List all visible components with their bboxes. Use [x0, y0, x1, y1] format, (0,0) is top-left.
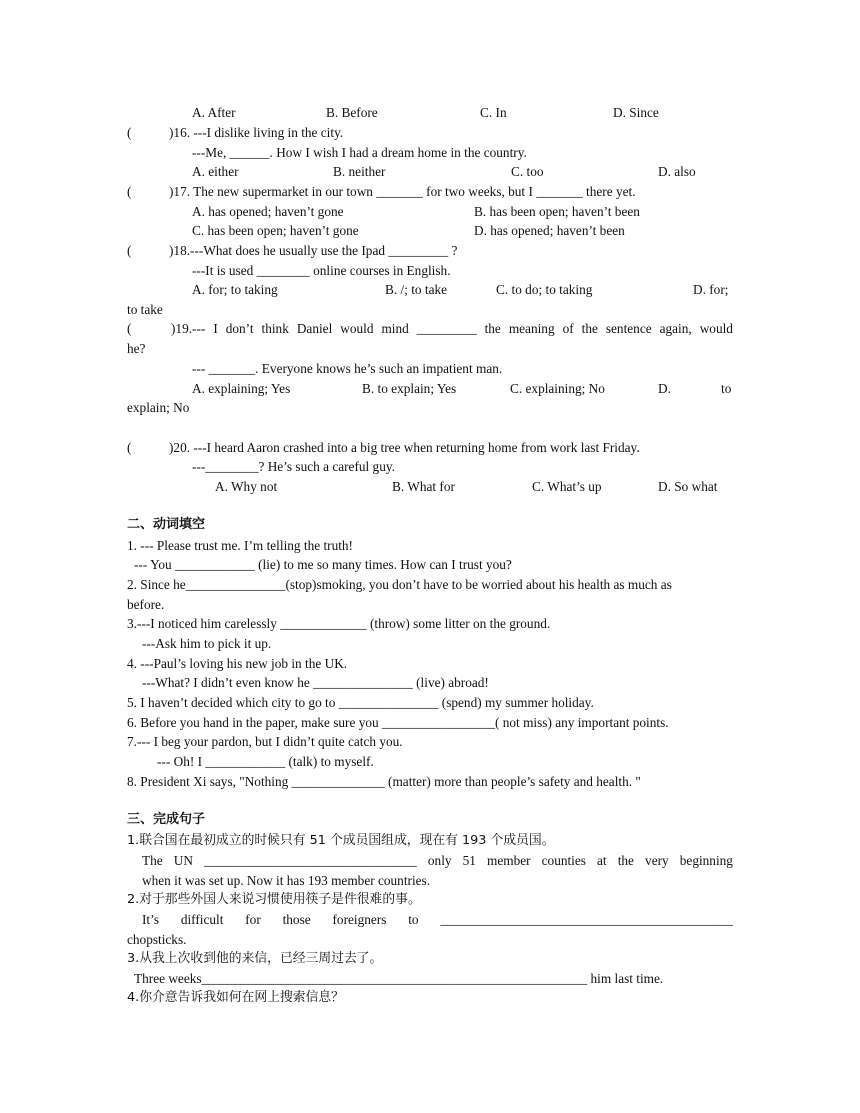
- q19-word: think: [261, 321, 289, 336]
- q16-option-b: B. neither: [333, 164, 386, 179]
- q17-paren: (: [127, 184, 132, 199]
- s2-line: --- You ____________ (lie) to me so many times. How can I trust you?: [134, 557, 512, 572]
- s2-line: 2. Since he_______________(stop)smoking, you don’t have to be worried about his health as much as: [127, 577, 672, 592]
- q17-option-a: A. has opened; haven’t gone: [192, 204, 344, 219]
- q15-option-c: C. In: [480, 105, 507, 120]
- s3-q3-line: Three weeks__________________________________________________________ him last time.: [134, 971, 664, 986]
- q17-option-b: B. has been open; haven’t been: [474, 204, 640, 219]
- q18-line2: ---It is used ________ online courses in English.: [192, 263, 451, 278]
- q19-stem: [171, 320, 733, 337]
- s2-line: before.: [127, 597, 165, 612]
- s2-line: 5. I haven’t decided which city to go to _______________ (spend) my summer holiday.: [127, 695, 594, 710]
- s3-q1-word: UN: [173, 853, 193, 868]
- s2-line: 4. ---Paul’s loving his new job in the UK.: [127, 656, 348, 671]
- q19-word: the: [484, 321, 501, 336]
- q19-wrap2: explain; No: [127, 400, 190, 415]
- q16-paren: (: [127, 125, 132, 140]
- q20-option-d: D. So what: [658, 479, 718, 494]
- s3-q1-word: The: [142, 853, 163, 868]
- q19-option-b: B. to explain; Yes: [362, 381, 457, 396]
- q19-option-d-cont: to: [721, 381, 732, 396]
- q19-word: _________: [416, 321, 477, 336]
- q18-option-d: D. for;: [693, 282, 729, 297]
- s2-line: 1. --- Please trust me. I’m telling the truth!: [127, 538, 353, 553]
- q19-word: )19.---: [171, 321, 206, 336]
- s3-q1-word: very: [645, 853, 669, 868]
- s3-q1-word: member: [486, 853, 531, 868]
- q16-option-d: D. also: [658, 164, 696, 179]
- q20-option-c: C. What’s up: [532, 479, 602, 494]
- q19-word: mind: [381, 321, 409, 336]
- q19-word: again,: [659, 321, 692, 336]
- s3-q1-word: at: [597, 853, 607, 868]
- section3-title: 三、完成句子: [127, 812, 206, 827]
- s3-q1-word: counties: [541, 853, 586, 868]
- q19-word: of: [562, 321, 574, 336]
- s3-q1-word: the: [617, 853, 634, 868]
- s3-q4-cn: 4.你介意告诉我如何在网上搜索信息？: [127, 990, 344, 1005]
- q18-stem: )18.---What does he usually use the Ipad _________ ?: [169, 243, 458, 258]
- s2-line: 8. President Xi says, "Nothing ______________ (matter) more than people’s safety and health. ": [127, 774, 641, 789]
- q16-option-a: A. either: [192, 164, 239, 179]
- s2-line: 7.--- I beg your pardon, but I didn’t quite catch you.: [127, 734, 403, 749]
- s3-q1-line: [142, 852, 733, 869]
- s3-q1-wrap: when it was set up. Now it has 193 member countries.: [142, 873, 431, 888]
- q15-option-b: B. Before: [326, 105, 378, 120]
- q18-wrap: to take: [127, 302, 163, 317]
- s3-q1-cn: 1.联合国在最初成立的时候只有 51 个成员国组成，现在有 193 个成员国。: [127, 833, 555, 848]
- s3-q2-word: to: [408, 912, 419, 927]
- q19-word: don’t: [225, 321, 254, 336]
- s3-q2-wrap: chopsticks.: [127, 932, 187, 947]
- s3-q2-word: foreigners: [332, 912, 387, 927]
- s2-line: ---Ask him to pick it up.: [142, 636, 272, 651]
- s3-q2-word: difficult: [180, 912, 224, 927]
- q19-wrap1: he?: [127, 341, 146, 356]
- s3-q1-word: beginning: [679, 853, 733, 868]
- q20-paren: (: [127, 440, 132, 455]
- q16-line2: ---Me, ______. How I wish I had a dream home in the country.: [192, 145, 527, 160]
- q16-stem: )16. ---I dislike living in the city.: [169, 125, 344, 140]
- q20-line2: ---________? He’s such a careful guy.: [192, 459, 395, 474]
- q20-option-a: A. Why not: [215, 479, 278, 494]
- s3-q2-cn: 2.对于那些外国人来说习惯使用筷子是件很难的事。: [127, 892, 421, 907]
- s2-line: ---What? I didn’t even know he _______________ (live) abroad!: [142, 675, 489, 690]
- q18-option-c: C. to do; to taking: [496, 282, 593, 297]
- s3-q1-blank: ________________________________: [204, 853, 417, 868]
- s3-q2-word: It’s: [142, 912, 159, 927]
- q19-word: sentence: [605, 321, 652, 336]
- q19-option-d: D.: [658, 381, 671, 396]
- q19-line2: --- _______. Everyone knows he’s such an impatient man.: [192, 361, 503, 376]
- q15-option-a: A. After: [192, 105, 236, 120]
- q19-word: I: [213, 321, 218, 336]
- s2-line: 3.---I noticed him carelessly _____________ (throw) some litter on the ground.: [127, 616, 551, 631]
- q19-word: would: [699, 321, 733, 336]
- q18-option-b: B. /; to take: [385, 282, 448, 297]
- q17-option-d: D. has opened; haven’t been: [474, 223, 625, 238]
- s2-line: 6. Before you hand in the paper, make sure you _________________( not miss) any important points.: [127, 715, 669, 730]
- q19-word: would: [340, 321, 374, 336]
- q19-option-a: A. explaining; Yes: [192, 381, 291, 396]
- s3-q2-line: [142, 911, 733, 928]
- q19-word: Daniel: [296, 321, 333, 336]
- q20-option-b: B. What for: [392, 479, 455, 494]
- section2-title: 二、动词填空: [127, 517, 206, 532]
- s3-q2-word: for: [245, 912, 261, 927]
- s3-q1-word: only: [427, 853, 452, 868]
- q16-option-c: C. too: [511, 164, 544, 179]
- q20-stem: )20. ---I heard Aaron crashed into a big tree when returning home from work last Friday.: [169, 440, 640, 455]
- q18-option-a: A. for; to taking: [192, 282, 278, 297]
- q19-paren: (: [127, 321, 132, 336]
- q18-paren: (: [127, 243, 132, 258]
- q19-word: the: [581, 321, 598, 336]
- q17-stem: )17. The new supermarket in our town _______ for two weeks, but I _______ there yet.: [169, 184, 636, 199]
- s3-q3-cn: 3.从我上次收到他的来信，已经三周过去了。: [127, 951, 383, 966]
- q17-option-c: C. has been open; haven’t gone: [192, 223, 359, 238]
- s3-q2-word: those: [282, 912, 311, 927]
- q19-word: meaning: [508, 321, 555, 336]
- s3-q2-blank: ____________________________________________: [440, 912, 733, 927]
- s2-line: --- Oh! I ____________ (talk) to myself.: [157, 754, 374, 769]
- q19-option-c: C. explaining; No: [510, 381, 605, 396]
- s3-q1-word: 51: [462, 853, 476, 868]
- q15-option-d: D. Since: [613, 105, 659, 120]
